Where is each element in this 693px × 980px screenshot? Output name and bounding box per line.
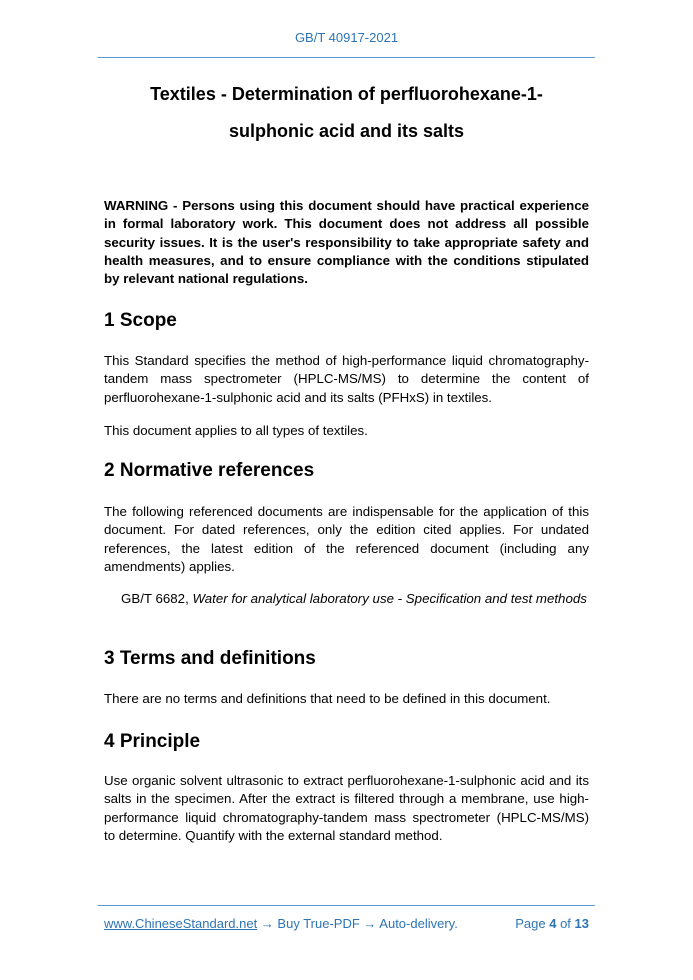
- scope-paragraph-1: This Standard specifies the method of high-performance liquid chromatography-tandem mass spectrometer (HPLC-MS/MS) to determine the content of perfluorohexane-1-sulphonic acid and its salts (PFHxS) in textiles.: [104, 353, 589, 405]
- warning-paragraph: WARNING - Persons using this document should have practical experience in formal laboratory work. This document does not address all possible security issues. It is the user's responsibility to take appropriate safety and health measures, and to ensure compliance with the conditions stipulated by relevant national regulations.: [104, 198, 589, 287]
- section-heading-terms: 3 Terms and definitions: [104, 648, 316, 669]
- title-line-2: sulphonic acid and its salts: [228, 121, 465, 141]
- principle-paragraph: Use organic solvent ultrasonic to extract perfluorohexane-1-sulphonic acid and its salts in the specimen. After the extract is filtered through a membrane, use high-performance liquid chromatography-tandem mass spectrometer (HPLC-MS/MS) to determine. Quantify with the external standard method.: [104, 773, 589, 843]
- terms-paragraph: There are no terms and definitions that need to be defined in this document.: [104, 691, 551, 706]
- scope-paragraph-2: This document applies to all types of textiles.: [104, 423, 368, 438]
- reference-code: GB/T 6682,: [121, 591, 189, 606]
- footer-promo-text: → Buy True-PDF → Auto-delivery.: [257, 916, 458, 931]
- current-page: 4: [549, 916, 557, 931]
- normative-paragraph: The following referenced documents are indispensable for the application of this document. For dated references, only the edition cited applies. For undated references, the latest edition of the referenced document (including any amendments) applies.: [104, 504, 589, 574]
- reference-title: Water for analytical laboratory use - Specification and test methods: [192, 591, 587, 606]
- header-divider: [98, 57, 595, 58]
- footer-promo: [104, 916, 458, 931]
- normative-reference-item: [121, 590, 589, 608]
- total-pages: 13: [574, 916, 589, 931]
- website-link[interactable]: www.ChineseStandard.net: [104, 916, 258, 931]
- footer-divider: [98, 905, 595, 906]
- footer: [104, 916, 589, 931]
- title-line-1: Textiles - Determination of perfluorohexane-1-: [150, 84, 543, 104]
- page-indicator: Page 4 of 13: [515, 916, 589, 931]
- document-header: GB/T 40917-2021: [294, 30, 399, 45]
- section-heading-normative-references: 2 Normative references: [104, 460, 315, 481]
- section-heading-scope: 1 Scope: [104, 310, 177, 331]
- section-heading-principle: 4 Principle: [104, 731, 201, 752]
